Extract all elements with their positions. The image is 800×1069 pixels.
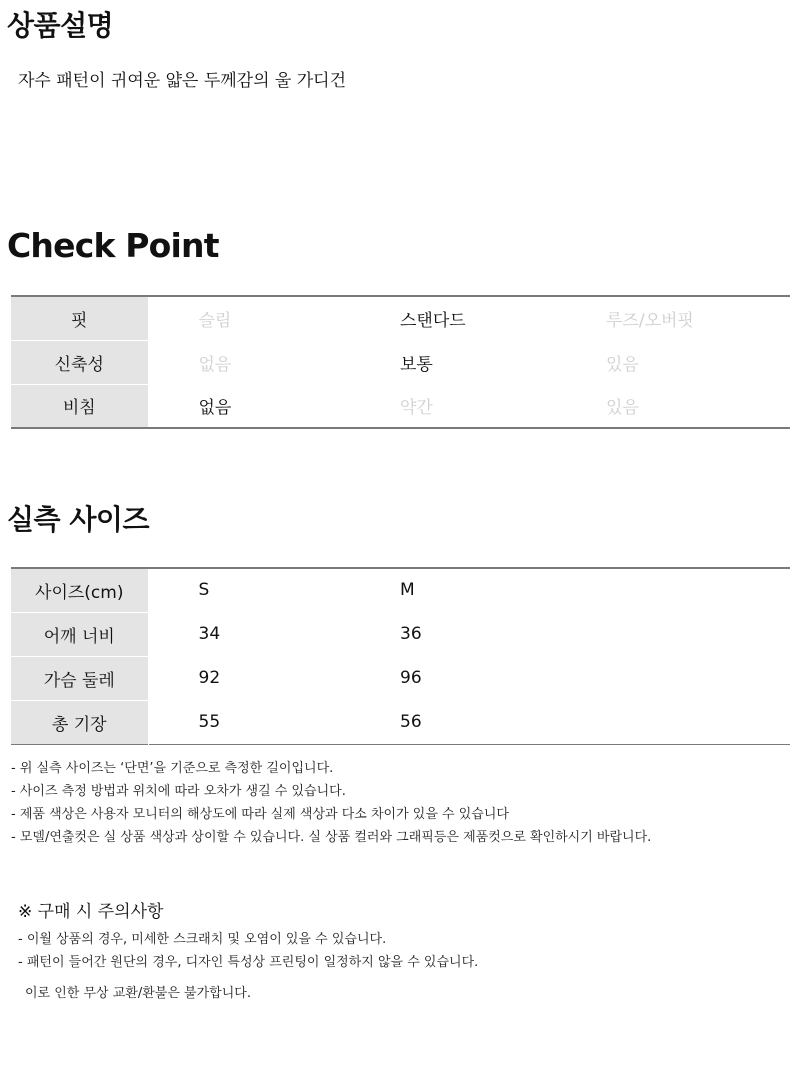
size-value-empty	[555, 568, 790, 612]
size-value: M	[400, 580, 415, 601]
check-row-fit	[11, 296, 790, 340]
size-table	[11, 567, 790, 745]
check-option: 루즈/오버핏	[606, 310, 694, 331]
size-label: 가슴 둘레	[11, 656, 148, 700]
size-value: 36	[349, 612, 555, 656]
size-value: 96	[349, 656, 555, 700]
size-label: 총 기장	[11, 700, 148, 744]
notice-item: - 이월 상품의 경우, 미세한 스크래치 및 오염이 있을 수 있습니다.	[18, 932, 387, 947]
check-point-table	[11, 295, 790, 429]
size-value: 34	[148, 612, 349, 656]
size-value-empty	[555, 612, 790, 656]
size-row-header	[11, 568, 790, 612]
check-label: 핏	[11, 296, 148, 340]
check-option: 있음	[555, 384, 790, 428]
description-text: 자수 패턴이 귀여운 얇은 두께감의 울 가디건	[18, 71, 347, 91]
size-value: S	[198, 580, 210, 601]
size-note: - 모델/연출컷은 실 상품 색상과 상이할 수 있습니다. 실 상품 컬러와 그래픽등은 제품컷으로 확인하시기 바랍니다.	[11, 830, 652, 845]
size-heading: 실측 사이즈	[7, 503, 149, 536]
check-option: 없음	[148, 340, 349, 384]
size-note: - 제품 색상은 사용자 모니터의 해상도에 따라 실제 색상과 다소 차이가 있을 수 있습니다	[11, 807, 509, 822]
size-value: 92	[148, 656, 349, 700]
size-note: - 위 실측 사이즈는 ‘단면’을 기준으로 측정한 길이입니다.	[11, 761, 334, 776]
check-option: 없음	[148, 384, 349, 428]
notice-last: 이로 인한 무상 교환/환불은 불가합니다.	[25, 986, 251, 1001]
size-label: 어깨 너비	[11, 612, 148, 656]
check-label: 비침	[11, 384, 148, 428]
size-notes	[11, 757, 651, 849]
check-row-stretch	[11, 340, 790, 384]
size-row-chest	[11, 656, 790, 700]
size-row-length	[11, 700, 790, 744]
check-option: 스탠다드	[400, 310, 466, 331]
size-value-empty	[555, 700, 790, 744]
notice-item: - 패턴이 들어간 원단의 경우, 디자인 특성상 프린팅이 일정하지 않을 수 있습니다.	[18, 955, 479, 970]
size-note: - 사이즈 측정 방법과 위치에 따라 오차가 생길 수 있습니다.	[11, 784, 346, 799]
size-value: 55	[148, 700, 349, 744]
check-option: 보통	[349, 340, 555, 384]
size-row-shoulder	[11, 612, 790, 656]
size-label: 사이즈(cm)	[11, 568, 148, 612]
check-option: 슬림	[198, 310, 232, 331]
check-row-sheer	[11, 384, 790, 428]
size-value-empty	[555, 656, 790, 700]
check-option: 있음	[555, 340, 790, 384]
notice-title: ※ 구매 시 주의사항	[18, 902, 164, 922]
description-heading: 상품설명	[7, 9, 114, 42]
check-label: 신축성	[11, 340, 148, 384]
notice-list	[18, 928, 478, 974]
check-option: 약간	[349, 384, 555, 428]
check-point-heading: Check Point	[7, 226, 219, 265]
size-value: 56	[349, 700, 555, 744]
